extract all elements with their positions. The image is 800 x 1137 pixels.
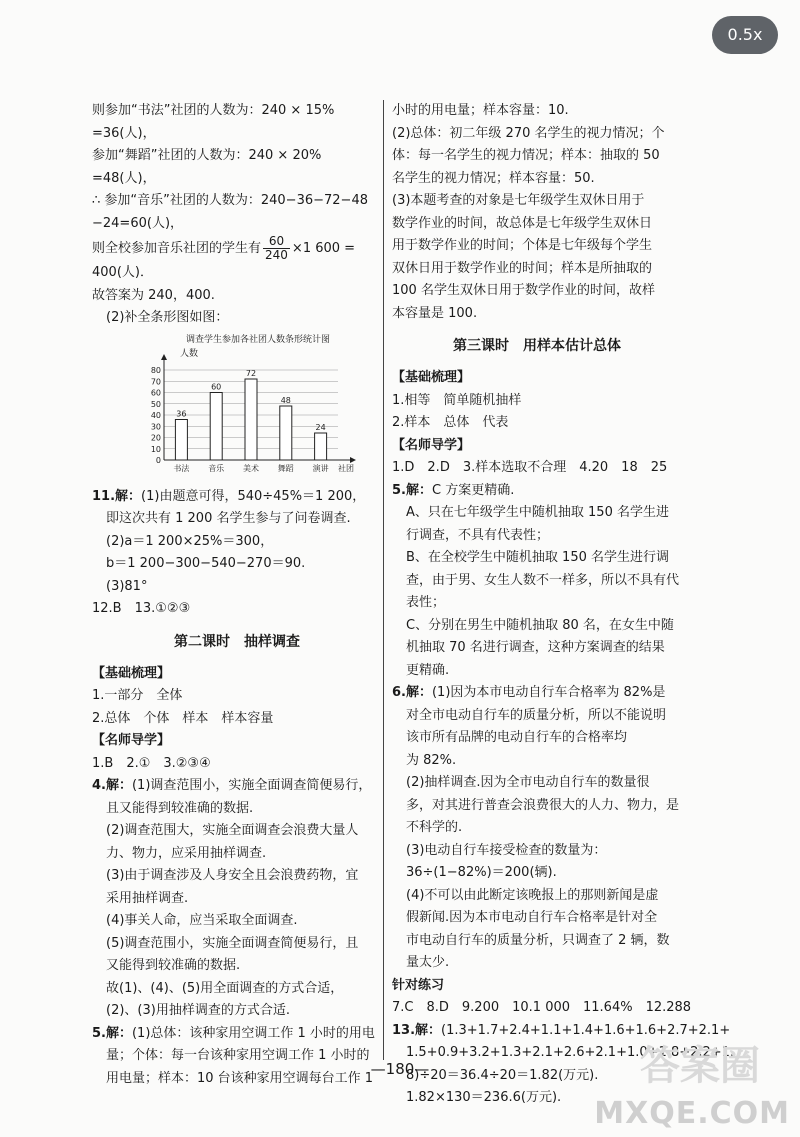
x-tick-label: 书法	[173, 463, 190, 473]
x-axis-arrow	[350, 457, 356, 463]
text-line: (2)、(3)用抽样调查的方式合适.	[106, 1003, 290, 1018]
text-line: 力、物力，应采用抽样调查.	[106, 845, 267, 861]
practice-answers: 7.C 8.D 9.200 10.1 000 11.64% 12.288	[392, 1000, 692, 1015]
r-q5-label: 5.解：	[392, 482, 432, 498]
r-q5-lines	[392, 502, 682, 682]
chart-intro: (2)补全条形图如图：	[106, 310, 229, 325]
text-line: 查，由于男、女生人数不一样多，所以不具有代	[406, 572, 680, 588]
text-line: 对全市电动自行车的质量分析，所以不能说明	[406, 707, 667, 723]
text-line: 8)÷20＝36.4÷20＝1.82(万元).	[406, 1067, 599, 1083]
text-line: 数学作业的时间，故总体是七年级学生双休日	[392, 215, 653, 231]
text-line: 36÷(1−82%)＝200(辆).	[406, 865, 557, 880]
text-line: (4)不可以由此断定该晚报上的那则新闻是虚	[406, 887, 659, 903]
text-line: 本容量是 100.	[392, 305, 478, 321]
text-line: 该市所有品牌的电动自行车的合格率均	[406, 730, 628, 745]
text-line: 为 82%.	[406, 752, 457, 768]
r-q5-first: C 方案更精确.	[431, 482, 515, 498]
text-line: (4)事关人命，应当采取全面调查.	[106, 913, 298, 928]
watermark-cn: 答案圈	[640, 1043, 760, 1089]
text-line: 表性；	[406, 595, 446, 610]
basic-tag-right: 【基础梳理】	[392, 370, 471, 385]
q4-lines	[92, 798, 382, 1023]
text-line: 1.82×130＝236.6(万元).	[406, 1090, 562, 1105]
y-axis-label: 人数	[180, 348, 199, 359]
fraction-numerator: 60	[263, 235, 290, 249]
total-suffix: ×1 600 =	[291, 241, 356, 256]
guide-tag-right: 【名师导学】	[392, 437, 471, 453]
q12-answers: 12.B 13.①②③	[92, 601, 191, 616]
text-line: 1.5+0.9+3.2+1.3+2.1+2.6+2.1+1.0+1.8+2.2+1.	[406, 1045, 735, 1060]
text-line: 量；个体：每一台该种家用空调工作 1 小时的	[106, 1048, 370, 1063]
text-line: b＝1 200−300−540−270＝90.	[106, 556, 306, 571]
text-line: 名学生的视力情况；样本容量：50.	[392, 170, 595, 186]
text-line: (3)由于调查涉及人身安全且会浪费药物，宜	[106, 868, 359, 883]
text-line: −24=60(人)，	[92, 215, 184, 231]
text-line: (2)调查范围大，实施全面调查会浪费大量人	[106, 823, 359, 838]
text-line: 用电量；样本：10 台该种家用空调每台工作 1	[106, 1070, 374, 1086]
section2-title: 第二课时 抽样调查	[174, 633, 300, 650]
text-line: (2)a＝1 200×25%＝300，	[106, 533, 274, 549]
text-line: A、只在七年级学生中随机抽取 150 名学生进	[406, 505, 669, 520]
basic-lines-right	[392, 390, 682, 435]
text-line: (3)本题考查的对象是七年级学生双休日用于	[392, 193, 645, 208]
y-tick-label: 60	[150, 388, 161, 397]
q5-label: 5.解：	[92, 1025, 132, 1041]
q11-label: 11.解：	[92, 488, 142, 504]
y-tick-label: 20	[150, 433, 161, 442]
q4-first-line: (1)调查范围小，实施全面调查简便易行，	[131, 778, 372, 793]
text-line: 多，对其进行普查会浪费很大的人力、物力，是	[406, 797, 680, 813]
q4-label: 4.解：	[92, 778, 132, 793]
text-line: 又能得到较准确的数据.	[106, 958, 241, 973]
y-tick-label: 70	[150, 376, 161, 386]
fraction-denominator: 240	[265, 248, 288, 262]
text-line: =36(人)，	[92, 125, 156, 141]
text-line: 1.一部分 全体	[92, 688, 183, 703]
bar-value-label: 60	[211, 382, 222, 391]
text-line: ∴ 参加“音乐”社团的人数为：240−36−72−48	[92, 193, 368, 208]
text-line: 采用抽样调查.	[106, 890, 189, 906]
q6-label: 6.解：	[392, 685, 432, 700]
text-line: 2.样本 总体 代表	[392, 415, 509, 430]
q6-first-line: (1)因为本市电动自行车合格率为 82%是	[431, 685, 666, 700]
left-column	[92, 100, 382, 1090]
bar-value-label: 36	[176, 409, 187, 418]
y-axis-arrow	[161, 354, 167, 360]
total-result: 400(人)．	[92, 265, 153, 280]
text-line: (5)调查范围小，实施全面调查简便易行，且	[106, 935, 359, 951]
text-line: 参加“舞蹈”社团的人数为：240 × 20%	[92, 148, 322, 163]
guide-answers-right: 1.D 2.D 3.样本选取不合理 4.20 18 25	[392, 460, 668, 475]
text-line: 体：每一名学生的视力情况；样本：抽取的 50	[392, 148, 660, 163]
y-tick-label: 80	[150, 365, 161, 375]
practice-tag: 针对练习	[392, 977, 445, 993]
bar	[210, 392, 222, 460]
column-divider	[383, 100, 384, 1060]
x-tick-label: 美术	[243, 463, 259, 473]
q6-lines	[392, 705, 682, 975]
text-line: 假新闻.因为本市电动自行车合格率是针对全	[406, 910, 658, 925]
q11-lines	[92, 508, 382, 598]
text-line: 更精确.	[406, 662, 450, 678]
bar	[245, 379, 257, 460]
text-line: 市电动自行车的质量分析，只调查了 2 辆，数	[406, 932, 670, 948]
watermark: MXQE.COM	[594, 1096, 790, 1131]
bar-value-label: 24	[315, 422, 326, 432]
text-line: =48(人)，	[92, 170, 156, 186]
x-tick-label: 舞蹈	[277, 463, 294, 473]
y-tick-label: 50	[150, 399, 161, 409]
text-line: 双休日用于数学作业的时间；样本是所抽取的	[392, 260, 653, 276]
text-line: 即这次共有 1 200 名学生参与了问卷调查.	[106, 511, 351, 526]
bar	[315, 433, 327, 460]
music-total-line	[92, 235, 382, 262]
text-line: (3)81°	[106, 578, 148, 594]
x-tick-label: 音乐	[208, 463, 225, 473]
bar-chart-svg	[138, 332, 378, 482]
y-tick-label: 30	[150, 421, 161, 431]
basic-lines	[92, 685, 382, 730]
section3-title: 第三课时 用样本估计总体	[453, 338, 621, 354]
y-tick-label: 40	[150, 410, 161, 420]
text-line: 故(1)、(4)、(5)用全面调查的方式合适，	[106, 980, 344, 996]
text-line: 小时的用电量；样本容量：10.	[392, 103, 569, 118]
q13-first-line: (1.3+1.7+2.4+1.1+1.4+1.6+1.6+2.7+2.1+	[441, 1022, 731, 1038]
answer-line: 故答案为 240，400.	[92, 287, 215, 303]
basic-tag: 【基础梳理】	[92, 665, 171, 681]
page-number: —180—	[370, 1060, 430, 1078]
text-line: 量太少.	[406, 955, 450, 970]
y-tick-label: 0	[155, 455, 161, 465]
text-line: 且又能得到较准确的数据.	[106, 800, 254, 816]
y-tick-label: 10	[150, 444, 161, 454]
text-line: 2.总体 个体 样本 样本容量	[92, 710, 274, 726]
bar	[280, 406, 292, 460]
q5-continued-lines	[392, 100, 682, 325]
q5-first-line: (1)总体：该种家用空调工作 1 小时的用电	[131, 1025, 375, 1041]
chart-title: 调查学生参加各社团人数条形统计图	[185, 334, 331, 345]
fraction	[263, 235, 290, 262]
total-prefix: 则全校参加音乐社团的学生有	[92, 241, 262, 256]
bar	[175, 419, 187, 460]
q10-solution-lines	[92, 100, 382, 235]
guide-tag: 【名师导学】	[92, 733, 171, 748]
x-tick-label: 演讲	[312, 463, 329, 473]
guide-answers: 1.B 2.① 3.②③④	[92, 755, 211, 771]
text-line: C、分别在男生中随机抽取 80 名，在女生中随	[406, 617, 674, 633]
text-line: 机抽取 70 名进行调查，这种方案调查的结果	[406, 640, 665, 655]
bar-value-label: 48	[280, 395, 291, 405]
x-axis-label: 社团	[338, 463, 354, 473]
bar-chart	[138, 332, 378, 482]
q11-first-line: (1)由题意可得，540÷45%＝1 200，	[141, 488, 366, 504]
playback-speed-button[interactable]: 0.5x	[712, 16, 778, 54]
text-line: 100 名学生双休日用于数学作业的时间，故样	[392, 283, 655, 298]
text-line: 则参加“书法”社团的人数为：240 × 15%	[92, 103, 335, 118]
text-line: (2)总体：初二年级 270 名学生的视力情况；个	[392, 125, 665, 141]
text-line: (2)抽样调查.因为全市电动自行车的数量很	[406, 775, 650, 790]
text-line: (3)电动自行车接受检查的数量为：	[406, 842, 607, 858]
text-line: 用于数学作业的时间；个体是七年级每个学生	[392, 238, 653, 253]
q13-label: 13.解：	[392, 1022, 442, 1038]
text-line: B、在全校学生中随机抽取 150 名学生进行调	[406, 550, 669, 565]
text-line: 1.相等 简单随机抽样	[392, 392, 522, 408]
bar-value-label: 72	[245, 368, 257, 378]
text-line: 不科学的.	[406, 820, 463, 835]
text-line: 行调查，不具有代表性；	[406, 527, 550, 543]
